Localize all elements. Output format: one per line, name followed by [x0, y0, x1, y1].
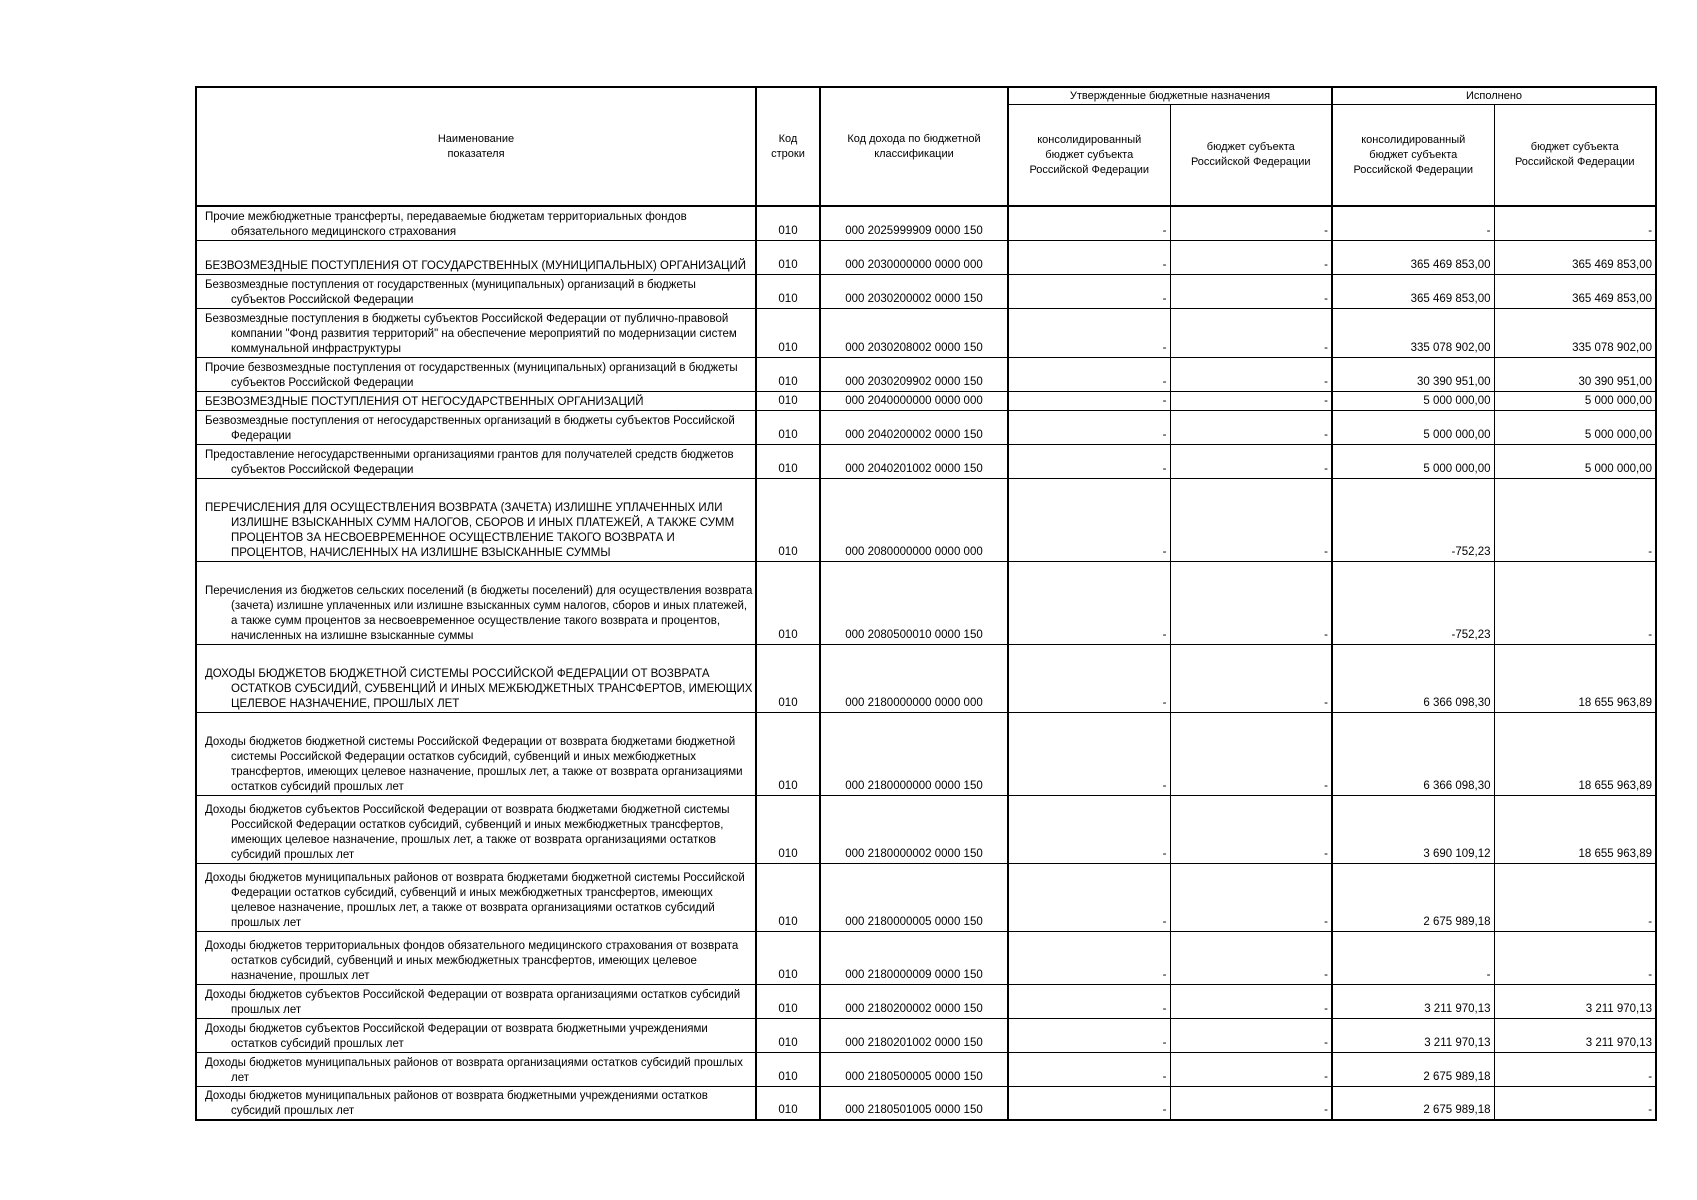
row-income-code: 000 2080500010 0000 150	[820, 561, 1008, 644]
row-name: Прочие межбюджетные трансферты, передаваемые бюджетам территориальных фондов обязательного медицинского страхования	[196, 206, 756, 240]
row-executed-consolidated: 3 690 109,12	[1332, 795, 1494, 863]
row-executed-consolidated: -752,23	[1332, 561, 1494, 644]
row-approved-consolidated: -	[1008, 644, 1170, 712]
row-name: БЕЗВОЗМЕЗДНЫЕ ПОСТУПЛЕНИЯ ОТ ГОСУДАРСТВЕННЫХ (МУНИЦИПАЛЬНЫХ) ОРГАНИЗАЦИЙ	[196, 240, 756, 274]
table-row	[196, 1086, 1656, 1120]
row-executed-subject: 5 000 000,00	[1494, 391, 1656, 410]
table-row	[196, 391, 1656, 410]
row-line-code: 010	[756, 357, 820, 391]
row-line-code: 010	[756, 984, 820, 1018]
row-line-code: 010	[756, 410, 820, 444]
header-executed-subject: бюджет субъекта Российской Федерации	[1494, 105, 1656, 207]
table-row	[196, 1018, 1656, 1052]
header-line-code: Код строки	[756, 87, 820, 206]
row-name: Перечисления из бюджетов сельских поселений (в бюджеты поселений) для осуществления возврата (зачета) излишне уплаченных или излишне взысканных сумм налогов, сборов и иных платежей, а также сумм процентов за несвоевременное осуществление такого возврата и процентов, начисленных на излишне взысканные суммы	[196, 561, 756, 644]
row-name: БЕЗВОЗМЕЗДНЫЕ ПОСТУПЛЕНИЯ ОТ НЕГОСУДАРСТВЕННЫХ ОРГАНИЗАЦИЙ	[196, 391, 756, 410]
row-name: Доходы бюджетов субъектов Российской Федерации от возврата организациями остатков субсидий прошлых лет	[196, 984, 756, 1018]
row-income-code: 000 2180000000 0000 150	[820, 712, 1008, 795]
row-approved-consolidated: -	[1008, 410, 1170, 444]
row-executed-subject: 5 000 000,00	[1494, 410, 1656, 444]
row-executed-subject: 18 655 963,89	[1494, 712, 1656, 795]
row-income-code: 000 2180000002 0000 150	[820, 795, 1008, 863]
row-approved-consolidated: -	[1008, 357, 1170, 391]
row-executed-consolidated: 6 366 098,30	[1332, 712, 1494, 795]
table-row	[196, 478, 1656, 561]
row-line-code: 010	[756, 644, 820, 712]
header-executed-group: Исполнено	[1332, 87, 1656, 105]
row-executed-consolidated: 365 469 853,00	[1332, 240, 1494, 274]
row-approved-consolidated: -	[1008, 795, 1170, 863]
row-executed-consolidated: 335 078 902,00	[1332, 308, 1494, 357]
row-approved-consolidated: -	[1008, 478, 1170, 561]
row-line-code: 010	[756, 274, 820, 308]
row-approved-consolidated: -	[1008, 1052, 1170, 1086]
row-name: Доходы бюджетов субъектов Российской Федерации от возврата бюджетными учреждениями остатков субсидий прошлых лет	[196, 1018, 756, 1052]
row-executed-consolidated: 5 000 000,00	[1332, 410, 1494, 444]
row-approved-consolidated: -	[1008, 444, 1170, 478]
table-row	[196, 795, 1656, 863]
row-approved-subject: -	[1170, 1086, 1332, 1120]
row-name: Доходы бюджетов муниципальных районов от возврата бюджетными учреждениями остатков субсидий прошлых лет	[196, 1086, 756, 1120]
row-income-code: 000 2180201002 0000 150	[820, 1018, 1008, 1052]
header-approved-group: Утвержденные бюджетные назначения	[1008, 87, 1332, 105]
row-executed-consolidated: 2 675 989,18	[1332, 863, 1494, 931]
row-approved-consolidated: -	[1008, 931, 1170, 984]
row-approved-consolidated: -	[1008, 240, 1170, 274]
row-executed-subject: -	[1494, 478, 1656, 561]
table-row	[196, 1052, 1656, 1086]
row-income-code: 000 2180000005 0000 150	[820, 863, 1008, 931]
row-line-code: 010	[756, 795, 820, 863]
table-row	[196, 274, 1656, 308]
row-income-code: 000 2025999909 0000 150	[820, 206, 1008, 240]
row-approved-subject: -	[1170, 984, 1332, 1018]
table-row	[196, 206, 1656, 240]
row-executed-subject: 5 000 000,00	[1494, 444, 1656, 478]
table-body	[196, 206, 1656, 1120]
row-income-code: 000 2080000000 0000 000	[820, 478, 1008, 561]
table-row	[196, 357, 1656, 391]
row-name: Предоставление негосударственными организациями грантов для получателей средств бюджетов субъектов Российской Федерации	[196, 444, 756, 478]
row-executed-consolidated: 365 469 853,00	[1332, 274, 1494, 308]
row-executed-consolidated: 5 000 000,00	[1332, 444, 1494, 478]
row-approved-subject: -	[1170, 410, 1332, 444]
row-approved-subject: -	[1170, 712, 1332, 795]
row-executed-subject: -	[1494, 1052, 1656, 1086]
row-approved-subject: -	[1170, 644, 1332, 712]
row-approved-consolidated: -	[1008, 561, 1170, 644]
header-income-code: Код дохода по бюджетной классификации	[820, 87, 1008, 206]
row-line-code: 010	[756, 391, 820, 410]
row-approved-subject: -	[1170, 357, 1332, 391]
row-line-code: 010	[756, 308, 820, 357]
row-line-code: 010	[756, 561, 820, 644]
table-row	[196, 712, 1656, 795]
row-name: Доходы бюджетов субъектов Российской Федерации от возврата бюджетами бюджетной системы Российской Федерации остатков субсидий, субвенций и иных межбюджетных трансфертов, имеющих целевое назначение, прошлых лет, а также от возврата организациями остатков субсидий прошлых лет	[196, 795, 756, 863]
row-approved-consolidated: -	[1008, 274, 1170, 308]
row-executed-subject: 335 078 902,00	[1494, 308, 1656, 357]
row-executed-subject: 3 211 970,13	[1494, 1018, 1656, 1052]
row-income-code: 000 2180200002 0000 150	[820, 984, 1008, 1018]
table-row	[196, 308, 1656, 357]
row-name: Доходы бюджетов территориальных фондов обязательного медицинского страхования от возврата остатков субсидий, субвенций и иных межбюджетных трансфертов, имеющих целевое назначение, прошлых лет	[196, 931, 756, 984]
row-approved-subject: -	[1170, 391, 1332, 410]
row-name: Доходы бюджетов муниципальных районов от возврата бюджетами бюджетной системы Российской Федерации остатков субсидий, субвенций и иных межбюджетных трансфертов, имеющих целевое назначение, прошлых лет, а также от возврата организациями остатков субсидий прошлых лет	[196, 863, 756, 931]
row-approved-consolidated: -	[1008, 712, 1170, 795]
row-executed-consolidated: 2 675 989,18	[1332, 1086, 1494, 1120]
row-approved-consolidated: -	[1008, 1086, 1170, 1120]
row-approved-subject: -	[1170, 478, 1332, 561]
row-executed-consolidated: 5 000 000,00	[1332, 391, 1494, 410]
row-executed-subject: -	[1494, 206, 1656, 240]
row-income-code: 000 2040000000 0000 000	[820, 391, 1008, 410]
row-approved-subject: -	[1170, 1018, 1332, 1052]
row-line-code: 010	[756, 206, 820, 240]
table-row	[196, 410, 1656, 444]
row-approved-consolidated: -	[1008, 863, 1170, 931]
row-line-code: 010	[756, 240, 820, 274]
row-name: Прочие безвозмездные поступления от государственных (муниципальных) организаций в бюджеты субъектов Российской Федерации	[196, 357, 756, 391]
row-executed-subject: -	[1494, 931, 1656, 984]
row-approved-subject: -	[1170, 931, 1332, 984]
row-executed-subject: 365 469 853,00	[1494, 274, 1656, 308]
header-executed-consolidated: консолидированный бюджет субъекта Российской Федерации	[1332, 105, 1494, 207]
row-line-code: 010	[756, 863, 820, 931]
header-approved-subject: бюджет субъекта Российской Федерации	[1170, 105, 1332, 207]
table-row	[196, 240, 1656, 274]
table-row	[196, 931, 1656, 984]
row-name: ДОХОДЫ БЮДЖЕТОВ БЮДЖЕТНОЙ СИСТЕМЫ РОССИЙСКОЙ ФЕДЕРАЦИИ ОТ ВОЗВРАТА ОСТАТКОВ СУБСИДИЙ, СУБВЕНЦИЙ И ИНЫХ МЕЖБЮДЖЕТНЫХ ТРАНСФЕРТОВ, ИМЕЮЩИХ ЦЕЛЕВОЕ НАЗНАЧЕНИЕ, ПРОШЛЫХ ЛЕТ	[196, 644, 756, 712]
row-income-code: 000 2180500005 0000 150	[820, 1052, 1008, 1086]
row-income-code: 000 2180000009 0000 150	[820, 931, 1008, 984]
row-executed-subject: 30 390 951,00	[1494, 357, 1656, 391]
row-name: Доходы бюджетов муниципальных районов от возврата организациями остатков субсидий прошлых лет	[196, 1052, 756, 1086]
row-approved-consolidated: -	[1008, 1018, 1170, 1052]
row-approved-consolidated: -	[1008, 206, 1170, 240]
row-line-code: 010	[756, 1018, 820, 1052]
row-executed-subject: -	[1494, 561, 1656, 644]
row-income-code: 000 2030209902 0000 150	[820, 357, 1008, 391]
row-approved-consolidated: -	[1008, 308, 1170, 357]
row-income-code: 000 2030000000 0000 000	[820, 240, 1008, 274]
row-name: Безвозмездные поступления от государственных (муниципальных) организаций в бюджеты субъектов Российской Федерации	[196, 274, 756, 308]
table-row	[196, 863, 1656, 931]
row-approved-consolidated: -	[1008, 391, 1170, 410]
row-income-code: 000 2180501005 0000 150	[820, 1086, 1008, 1120]
row-executed-consolidated: 2 675 989,18	[1332, 1052, 1494, 1086]
row-income-code: 000 2180000000 0000 000	[820, 644, 1008, 712]
row-line-code: 010	[756, 712, 820, 795]
row-income-code: 000 2040201002 0000 150	[820, 444, 1008, 478]
row-executed-subject: 3 211 970,13	[1494, 984, 1656, 1018]
row-approved-subject: -	[1170, 795, 1332, 863]
row-approved-subject: -	[1170, 308, 1332, 357]
row-name: ПЕРЕЧИСЛЕНИЯ ДЛЯ ОСУЩЕСТВЛЕНИЯ ВОЗВРАТА (ЗАЧЕТА) ИЗЛИШНЕ УПЛАЧЕННЫХ ИЛИ ИЗЛИШНЕ ВЗЫСКАННЫХ СУММ НАЛОГОВ, СБОРОВ И ИНЫХ ПЛАТЕЖЕЙ, А ТАКЖЕ СУММ ПРОЦЕНТОВ ЗА НЕСВОЕВРЕМЕННОЕ ОСУЩЕСТВЛЕНИЕ ТАКОГО ВОЗВРАТА И ПРОЦЕНТОВ, НАЧИСЛЕННЫХ НА ИЗЛИШНЕ ВЗЫСКАННЫЕ СУММЫ	[196, 478, 756, 561]
row-executed-subject: 18 655 963,89	[1494, 644, 1656, 712]
row-income-code: 000 2030208002 0000 150	[820, 308, 1008, 357]
row-executed-subject: 365 469 853,00	[1494, 240, 1656, 274]
row-approved-subject: -	[1170, 444, 1332, 478]
table-row	[196, 644, 1656, 712]
row-income-code: 000 2030200002 0000 150	[820, 274, 1008, 308]
row-line-code: 010	[756, 444, 820, 478]
row-executed-consolidated: 6 366 098,30	[1332, 644, 1494, 712]
row-executed-subject: 18 655 963,89	[1494, 795, 1656, 863]
row-approved-subject: -	[1170, 240, 1332, 274]
row-line-code: 010	[756, 931, 820, 984]
row-executed-consolidated: 30 390 951,00	[1332, 357, 1494, 391]
row-executed-consolidated: -	[1332, 931, 1494, 984]
row-approved-subject: -	[1170, 274, 1332, 308]
table-row	[196, 444, 1656, 478]
row-executed-subject: -	[1494, 863, 1656, 931]
row-name: Безвозмездные поступления от негосударственных организаций в бюджеты субъектов Российской Федерации	[196, 410, 756, 444]
row-approved-subject: -	[1170, 1052, 1332, 1086]
header-indicator-name: Наименование показателя	[196, 87, 756, 206]
row-income-code: 000 2040200002 0000 150	[820, 410, 1008, 444]
row-executed-consolidated: 3 211 970,13	[1332, 1018, 1494, 1052]
table-row	[196, 984, 1656, 1018]
table-row	[196, 561, 1656, 644]
row-name: Безвозмездные поступления в бюджеты субъектов Российской Федерации от публично-правовой компании "Фонд развития территорий" на обеспечение мероприятий по модернизации систем коммунальной инфраструктуры	[196, 308, 756, 357]
row-line-code: 010	[756, 1052, 820, 1086]
row-line-code: 010	[756, 1086, 820, 1120]
row-name: Доходы бюджетов бюджетной системы Российской Федерации от возврата бюджетами бюджетной системы Российской Федерации остатков субсидий, субвенций и иных межбюджетных трансфертов, имеющих целевое назначение, прошлых лет, а также от возврата организациями остатков субсидий прошлых лет	[196, 712, 756, 795]
row-executed-consolidated: -752,23	[1332, 478, 1494, 561]
row-approved-subject: -	[1170, 863, 1332, 931]
row-approved-subject: -	[1170, 206, 1332, 240]
row-approved-subject: -	[1170, 561, 1332, 644]
row-executed-consolidated: 3 211 970,13	[1332, 984, 1494, 1018]
header-approved-consolidated: консолидированный бюджет субъекта Российской Федерации	[1008, 105, 1170, 207]
row-executed-subject: -	[1494, 1086, 1656, 1120]
budget-execution-table	[195, 86, 1657, 1121]
row-executed-consolidated: -	[1332, 206, 1494, 240]
row-approved-consolidated: -	[1008, 984, 1170, 1018]
row-line-code: 010	[756, 478, 820, 561]
